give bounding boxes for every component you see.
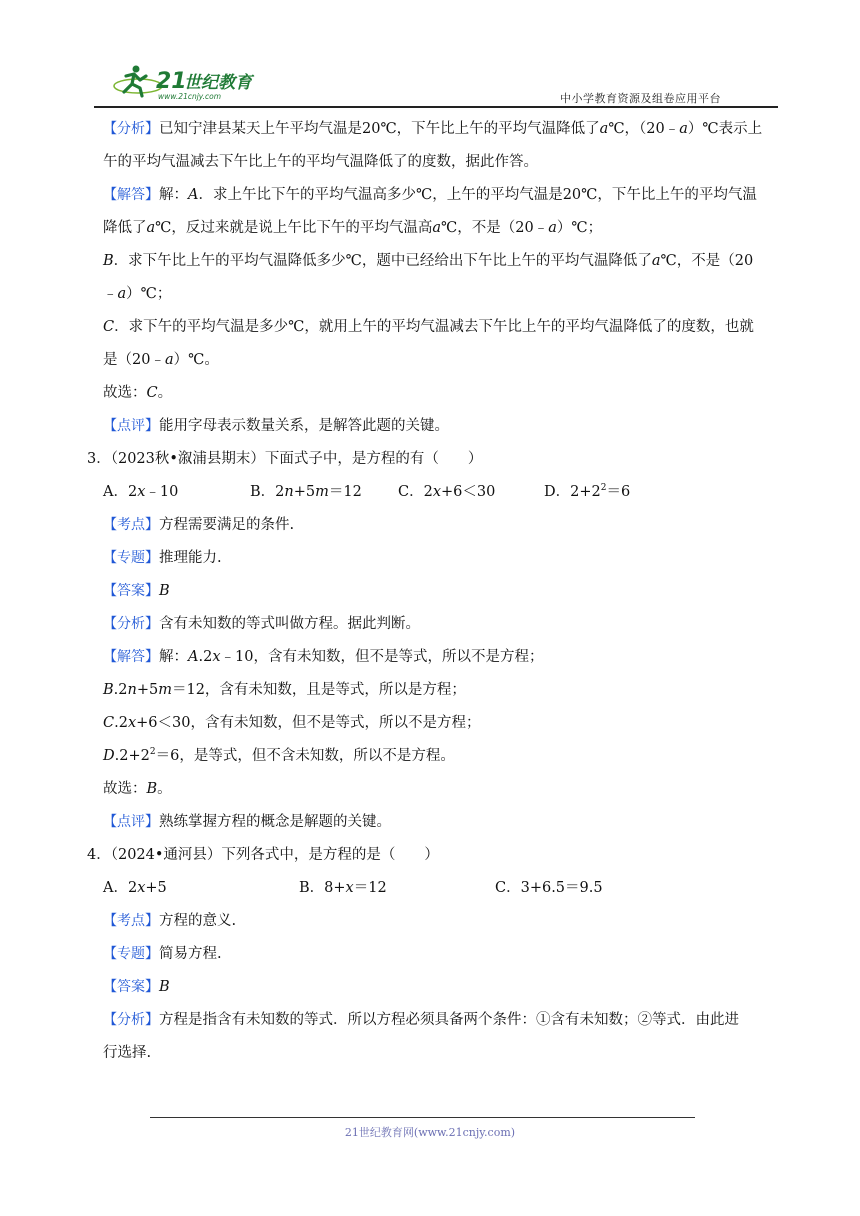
q3-stem: 3．（2023秋•溆浦县期末）下面式子中，是方程的有（ ）	[87, 451, 483, 467]
solution-tag: 【解答】	[103, 187, 159, 203]
block1-solution-line1: 【解答】解：A．求上午比下午的平均气温高多少℃，上午的平均气温是20℃，下午比上午的平均气温	[103, 187, 757, 203]
q4-option-b: B．8+x＝12	[299, 880, 387, 896]
svg-text:21: 21	[156, 69, 187, 94]
logo-sub: www.21cnjy.com	[158, 92, 222, 101]
page-header	[0, 0, 860, 110]
q3-point: 【考点】方程需要满足的条件.	[103, 517, 295, 533]
q4-option-a: A．2x+5	[103, 880, 167, 896]
document-body	[87, 113, 783, 1070]
svg-text:世纪教育: 世纪教育	[184, 73, 252, 93]
q3-solution-c: C.2x+6＜30，含有未知数，但不是等式，所以不是方程；	[103, 715, 481, 731]
q4-stem: 4．（2024•通河县）下列各式中，是方程的是（ ）	[87, 847, 439, 863]
q4-topic: 【专题】简易方程.	[103, 946, 222, 962]
q4-analysis-line1: 【分析】方程是指含有未知数的等式．所以方程必须具备两个条件：①含有未知数；②等式．由此进	[103, 1012, 739, 1028]
q3-option-a: A．2x﹣10	[103, 484, 179, 500]
q3-option-d: D．$2+2^2=6$	[544, 483, 631, 500]
q3-choice: 故选：B。	[103, 781, 172, 797]
block1-solution-line5: C．求下午的平均气温是多少℃，就用上午的平均气温减去下午比上午的平均气温降低了的度数，也就	[103, 319, 754, 335]
q4-point: 【考点】方程的意义.	[103, 913, 237, 929]
block1-analysis-line2: 午的平均气温减去下午比上午的平均气温降低了的度数，据此作答。	[103, 154, 538, 170]
header-platform-text: 中小学教育资源及组卷应用平台	[560, 92, 721, 105]
runner-logo-icon	[112, 62, 262, 102]
q3-solution-a: 【解答】解：A.2x﹣10，含有未知数，但不是等式，所以不是方程；	[103, 649, 544, 665]
q4-answer: 【答案】B	[103, 979, 170, 995]
q3-option-b: B．2n+5m＝12	[250, 484, 362, 500]
header-divider	[94, 106, 778, 108]
block1-comment: 【点评】能用字母表示数量关系，是解答此题的关键。	[103, 418, 449, 434]
q3-topic: 【专题】推理能力.	[103, 550, 222, 566]
site-logo	[112, 62, 262, 102]
block1-solution-line2: 降低了a℃，反过来就是说上午比下午的平均气温高a℃，不是（20﹣a）℃；	[103, 220, 603, 236]
footer-divider	[150, 1117, 695, 1118]
block1-solution-line6: 是（20﹣a）℃。	[103, 352, 219, 368]
block1-solution-line4: ﹣a）℃；	[103, 286, 172, 302]
q3-option-c: C．2x+6＜30	[398, 484, 496, 500]
q4-options	[103, 872, 783, 905]
q3-answer: 【答案】B	[103, 583, 170, 599]
footer-link[interactable]: 21世纪教育网(www.21cnjy.com)	[344, 1126, 516, 1139]
analysis-tag: 【分析】	[103, 121, 159, 137]
q3-solution-d: $D.2+2^2=6$，是等式，但不含未知数，所以不是方程。	[103, 747, 455, 764]
q4-analysis-line2: 行选择.	[103, 1045, 152, 1061]
q3-solution-b: B.2n+5m＝12，含有未知数，且是等式，所以是方程；	[103, 682, 466, 698]
comment-tag: 【点评】	[103, 418, 159, 434]
q4-option-c: C．3+6.5＝9.5	[495, 880, 603, 896]
q3-analysis: 【分析】含有未知数的等式叫做方程。据此判断。	[103, 616, 420, 632]
block1-solution-line3: B．求下午比上午的平均气温降低多少℃，题中已经给出下午比上午的平均气温降低了a℃，不是（20	[103, 253, 754, 269]
q3-options	[103, 476, 783, 509]
block1-choice: 故选：C。	[103, 385, 173, 401]
block1-analysis-line1: 【分析】已知宁津县某天上午平均气温是20℃，下午比上午的平均气温降低了a℃，（20﹣a）℃表示上	[103, 121, 763, 137]
q3-comment: 【点评】熟练掌握方程的概念是解题的关键。	[103, 814, 391, 830]
